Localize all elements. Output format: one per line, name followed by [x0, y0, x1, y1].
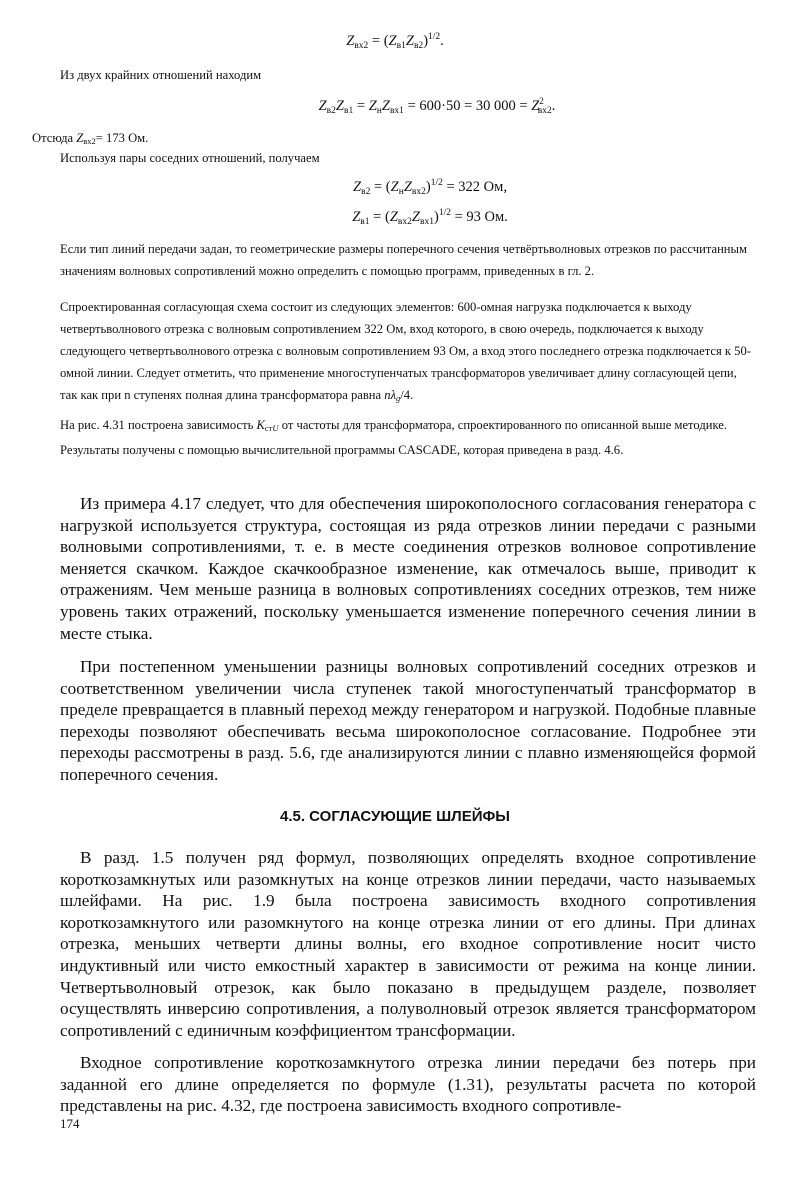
formula-zv1-value: = 93 Ом. [454, 209, 508, 225]
formula-zv2-value: = 322 Ом, [446, 179, 507, 195]
hence-prefix: Отсюда [32, 131, 74, 145]
paragraph-stub-formulas: В разд. 1.5 получен ряд формул, позволяющих определять входное сопротивление короткозамкнутых или разомкнутых на конце отрезков линии передачи, часто называемых шлейфами. На рис. 1.9 была построена зависимость входного сопротивления короткозамкнутого или разомкнутого на конце отрезка линии от его длины. При длинах отрезка, меньших четверти длины волны, его входное сопротивление носит чисто индуктивный или чисто емкостный характер в зависимости от режима на конце линии. Четвертьволновый отрезок, как было показано в предыдущем разделе, позволяет осуществлять инверсию сопротивления, а полуволновый отрезок является трансформатором сопротивлений с единичным коэффициентом трансформации. [60, 848, 756, 1040]
figure-4-31-rest: от частоты для трансформатора, спроектированного по описанной выше методике. Результаты получены с помощью вычислительной программы CASCADE, которая приведена в разд. 4.6. [60, 418, 728, 457]
paragraph-matching-circuit: Спроектированная согласующая схема состоит из следующих элементов: 600-омная нагрузка подключается к выходу четвертьволнового отрезка с волновым сопротивлением 322 Ом, вход которого, в свою очередь, подключается к выходу следующего четвертьволнового отрезка с волновым сопротивлением 93 Ом, а вход этого последнего отрезка подключается к 50-омной линии. Следует отметить, что применение многоступенчатых трансформаторов увеличивает длину согласующей цепи, так как при n ступенях полная длина трансформатора равна $n\lambda_g/4$. [60, 300, 751, 403]
formula-zv2: $Z_{в2} = (Z_нZ_{вх2})^{1/2} = 322$ Ом, [353, 178, 507, 197]
text-two-extreme-ratios: Из двух крайних отношений находим [60, 68, 262, 82]
formula-product-values: = 600·50 = 30 000 = [407, 98, 528, 114]
hence-value: = 173 Ом. [95, 131, 149, 145]
paragraph-short-circuited-stub: Входное сопротивление короткозамкнутого отрезка линии передачи без потерь при заданной его длине определяется по формуле (1.31), результаты расчета по которой представлены на рис. 4.32, где построена зависимость входного сопротивле- [60, 1053, 756, 1116]
matching-circuit-text: Спроектированная согласующая схема состоит из следующих элементов: 600-омная нагрузка подключается к выходу четвертьволнового отрезка с волновым сопротивлением 322 Ом, вход которого, в свою очередь, подключается к выходу следующего четвертьволнового отрезка с волновым сопротивлением 93 Ом, а вход этого последнего отрезка подключается к 50-омной линии. Следует отметить, что применение многоступенчатых трансформаторов увеличивает длину согласующей цепи, так как при n ступенях полная длина трансформатора равна [60, 300, 751, 402]
figure-4-31-start: На рис. 4.31 построена зависимость [60, 418, 254, 432]
matching-circuit-length-end: /4. [400, 388, 414, 402]
formula-zv1: $Z_{в1} = (Z_{вх2}Z_{вх1})^{1/2} = 93$ Ом. [352, 208, 508, 227]
page-number: 174 [60, 1116, 80, 1131]
paragraph-smooth-transitions: При постепенном уменьшении разницы волновых сопротивлений соседних отрезков и соответственном увеличении числа ступенек такой многоступенчатый трансформатор в пределе превращается в плавный переход между генератором и нагрузкой. Подобные плавные переходы позволяют обеспечивать весьма широкополосное согласование. Подробнее эти переходы рассмотрены в разд. 5.6, где анализируются линии с плавно изменяющейся формой поперечного сечения. [60, 657, 756, 784]
matching-circuit-length-symbol: nλ [384, 388, 397, 402]
formula-zvx2: $Z_{вх2} = (Z_{в1}Z_{в2})^{1/2}$. [346, 32, 444, 51]
section-heading: 4.5. СОГЛАСУЮЩИЕ ШЛЕЙФЫ [280, 808, 510, 825]
paragraph-example-4-17: Из примера 4.17 следует, что для обеспечения широкополосного согласования генератора с нагрузкой используется структура, состоящая из ряда отрезков линии передачи с разными волновыми сопротивлениями, т. е. в месте соединения отрезков волновое сопротивление меняется скачком. Каждое скачкообразное изменение, как отмечалось выше, приводит к отражениям. Чем меньше разница в волновых сопротивлениях соседних отрезков, тем ниже уровень таких отражений, поскольку уменьшается изменение поперечного сечения линии в месте стыка. [60, 494, 756, 643]
text-using-pairs: Используя пары соседних отношений, получаем [60, 151, 320, 165]
paragraph-line-types: Если тип линий передачи задан, то геометрические размеры поперечного сечения четвёртьволновых отрезков по рассчитанным значениям волновых сопротивлений можно определить с помощью программ, приведенных в гл. 2. [60, 242, 747, 278]
formula-product: $Z_{в2}Z_{в1} = Z_нZ_{вх1} = 600\cdot 50 = 30$ $000 = Z^2_{вх2}$. [318, 96, 556, 116]
paragraph-figure-4-31: На рис. 4.31 построена зависимость $K_{стU}$ от частоты для трансформатора, спроектированного по описанной выше методике. Результаты получены с помощью вычислительной программы CASCADE, которая приведена в разд. 4.6. [60, 418, 728, 457]
text-hence-zvx2: Отсюда $Z_{вх2}= 173$ Ом. [32, 131, 149, 146]
